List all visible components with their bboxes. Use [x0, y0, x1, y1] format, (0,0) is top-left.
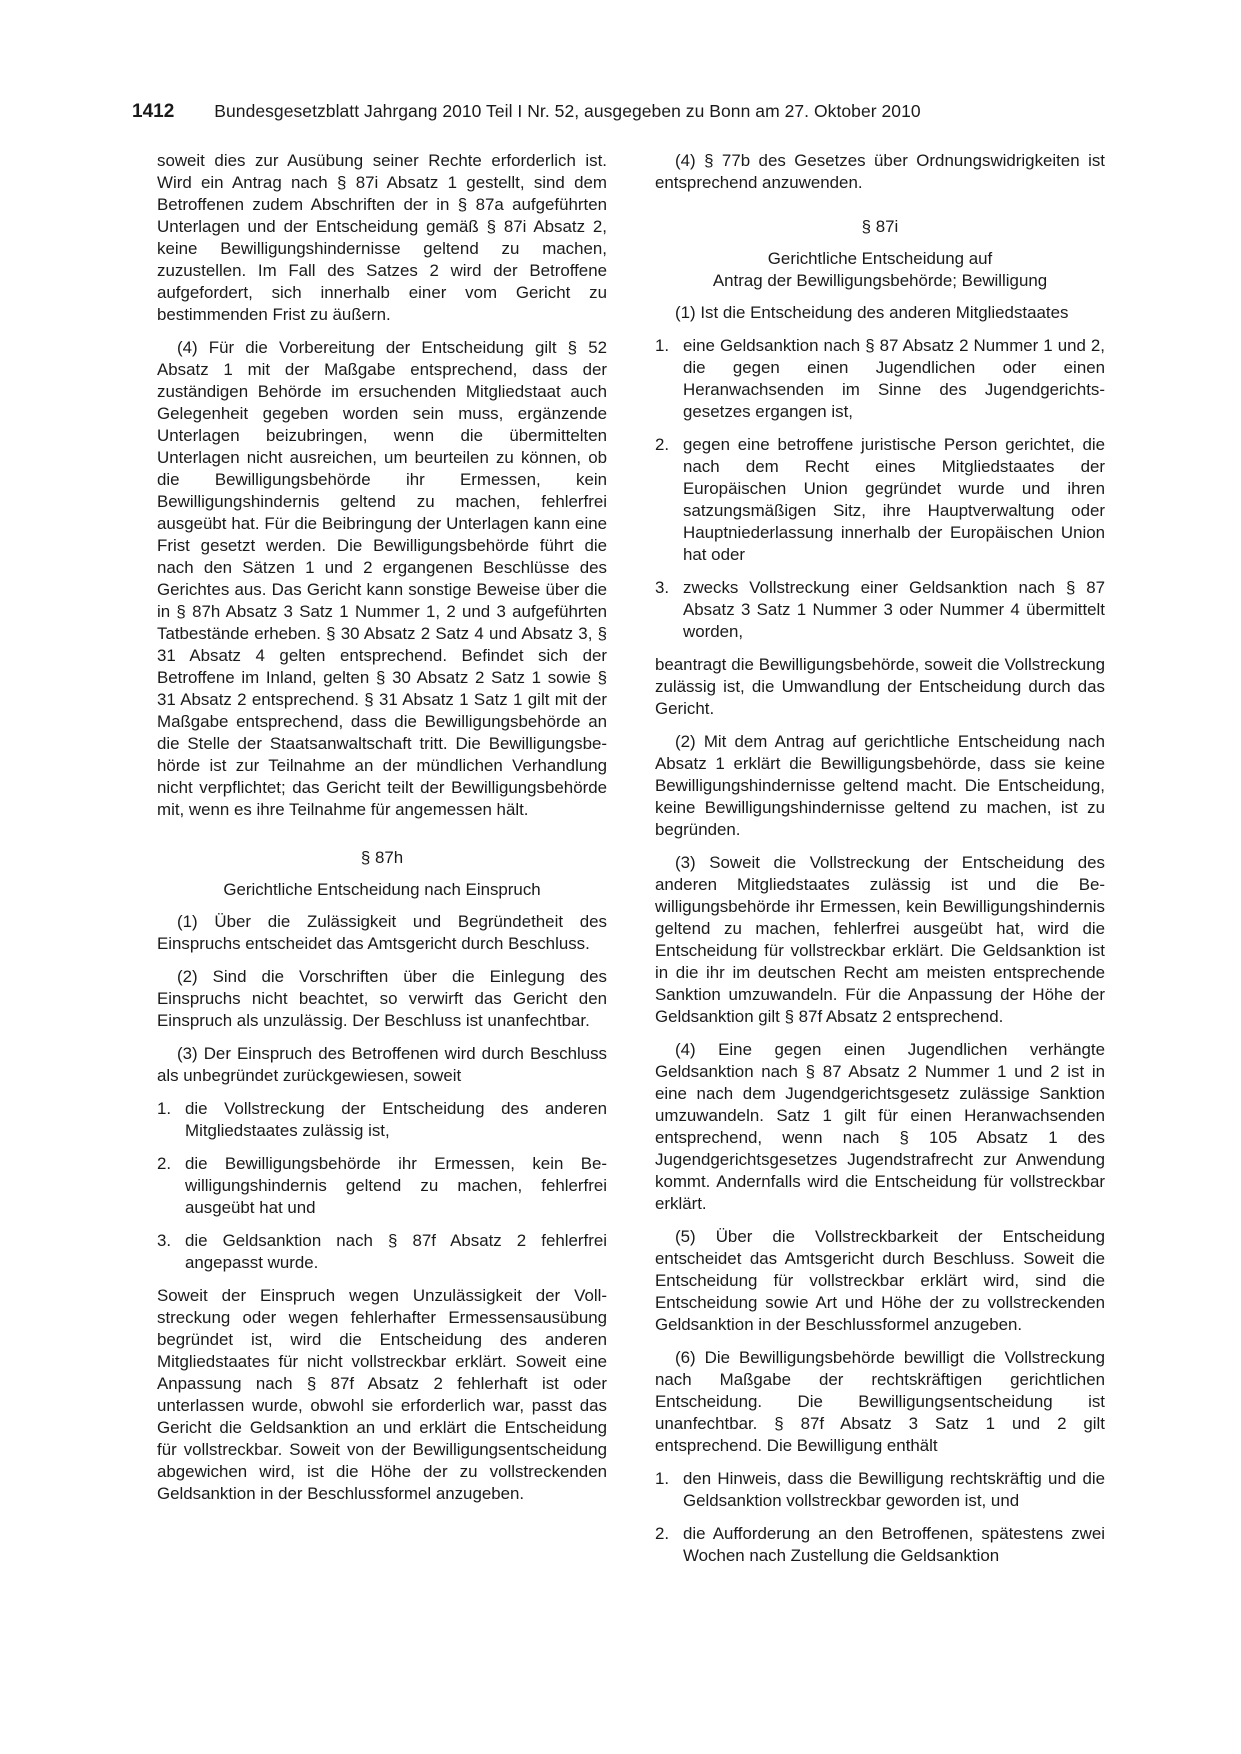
list-item	[655, 577, 1105, 643]
paragraph-87i-5: (5) Über die Vollstreckbarkeit der Entscheidung entscheidet das Amtsgericht durch Beschluss. Soweit die Entscheidung für vollstreckbar erklärt wird, sind die Entscheidung sowie Art und Höhe der zu vollstreckenden Geldsanktion in der Beschlussformel anzugeben.	[655, 1227, 1105, 1334]
section-title-87h: Gerichtliche Entscheidung nach Einspruch	[223, 880, 541, 899]
list-item	[157, 1098, 607, 1142]
list-item	[157, 1230, 607, 1274]
section-number-87i: § 87i	[861, 217, 899, 236]
section-title-line-1: Gerichtliche Entscheidung auf	[767, 249, 993, 268]
list-item	[655, 1523, 1105, 1567]
list-item-text: die Vollstreckung der Entscheidung des anderen Mitgliedstaates zulässig ist,	[185, 1099, 607, 1140]
list-item-text: zwecks Vollstreckung einer Geldsanktion nach § 87 Absatz 3 Satz 1 Nummer 3 oder Nummer 4 übermittelt worden,	[683, 578, 1105, 641]
list-item	[655, 335, 1105, 423]
paragraph-87h-3-conclusion: Soweit der Einspruch wegen Unzulässigkeit der Vollstreckung oder wegen fehlerhafter Ermessensausübung begründet ist, wird die Entscheidung des anderen Mitgliedstaates für nicht vollstreckbar erklärt. Soweit eine Anpassung nach § 87f Absatz 2 fehlerhaft ist oder unterlassen wurde, obwohl sie erforderlich war, passt das Gericht die Geldsanktion an und erklärt die Entscheidung für vollstreckbar. Soweit von der Bewilligungsentscheidung abgewichen wird, ist die Höhe der zu vollstreckenden Geldsanktion in der Beschlussformel anzugeben.	[157, 1286, 607, 1503]
section-title-87i	[655, 248, 1105, 292]
list-item-text: den Hinweis, dass die Bewilligung rechtskräftig und die Geldsanktion vollstreckbar geworden ist, und	[683, 1469, 1105, 1510]
list-item-text: die Geldsanktion nach § 87f Absatz 2 fehlerfrei angepasst wurde.	[185, 1231, 607, 1272]
list-item-text: gegen eine betroffene juristische Person gerichtet, die nach dem Recht eines Mitgliedstaates der Europäischen Union gegründet wurde und ihren satzungsmäßigen Sitz, ihre Hauptverwaltung oder Hauptniederlassung innerhalb der Europäischen Union hat oder	[683, 435, 1105, 564]
paragraph-87h-1: (1) Über die Zulässigkeit und Begründetheit des Einspruchs entscheidet das Amtsgericht durch Beschluss.	[157, 912, 607, 953]
list-item-text: die Bewilligungsbehörde ihr Ermessen, kein Bewilligungshindernis geltend zu machen, fehlerfrei ausgeübt hat und	[185, 1154, 607, 1217]
list-item-number: 2.	[655, 1524, 670, 1543]
page-header	[132, 100, 1114, 123]
list-87h-3	[157, 1098, 607, 1274]
list-87i-6	[655, 1468, 1105, 1567]
list-item-number: 1.	[157, 1099, 172, 1118]
list-item-number: 3.	[157, 1231, 172, 1250]
left-column	[157, 150, 607, 1516]
list-item	[655, 1468, 1105, 1512]
list-item-number: 3.	[655, 578, 670, 597]
list-item-text: eine Geldsanktion nach § 87 Absatz 2 Nummer 1 und 2, die gegen einen Jugendlichen oder einen Heranwachsenden im Sinne des Jugendgerichtsgesetzes ergangen ist,	[683, 336, 1105, 421]
running-header-title: Bundesgesetzblatt Jahrgang 2010 Teil I Nr. 52, ausgegeben zu Bonn am 27. Oktober 2010	[214, 101, 921, 121]
paragraph-87i-2: (2) Mit dem Antrag auf gerichtliche Entscheidung nach Absatz 1 erklärt die Bewilligungsbehörde, dass sie keine Bewilligungshindernisse geltend macht. Die Entscheidung, keine Bewilligungshindernisse geltend zu machen, ist zu begründen.	[655, 732, 1105, 839]
list-item-number: 1.	[655, 1469, 670, 1488]
paragraph-87i-1-conclusion: beantragt die Bewilligungsbehörde, soweit die Vollstreckung zulässig ist, die Umwandlung der Entscheidung durch das Gericht.	[655, 655, 1105, 718]
paragraph-87g-4: (4) Für die Vorbereitung der Entscheidung gilt § 52 Absatz 1 mit der Maßgabe entsprechend, dass der zuständigen Behörde im ersuchenden Mitgliedstaat auch Gelegenheit gegeben worden sein muss, ergänzende Unterlagen beizubringen, wenn die übermittelten Unterlagen nicht ausreichen, um beurteilen zu können, ob die Bewilligungsbehörde ihr Ermessen, kein Bewilligungshindernis geltend zu machen, fehlerfrei ausgeübt hat. Für die Beibringung der Unterlagen kann eine Frist gesetzt werden. Die Bewilligungsbehörde führt die nach den Sätzen 1 und 2 ergangenen Beschlüsse des Gerichtes aus. Das Gericht kann sonstige Beweise über die in § 87h Absatz 3 Satz 1 Nummer 1, 2 und 3 aufgeführten Tatbestände erheben. § 30 Absatz 2 Satz 4 und Absatz 3, § 31 Absatz 4 gelten entsprechend. Befindet sich der Betroffene im Inland, gelten § 30 Absatz 2 Satz 1 sowie § 31 Absatz 2 entsprechend. § 31 Absatz 1 Satz 1 gilt mit der Maßgabe entsprechend, dass die Bewilligungsbehörde an die Stelle der Staatsanwaltschaft tritt. Die Bewilligungsbehörde ist zur Teilnahme an der mündlichen Verhandlung nicht verpflichtet; das Gericht teilt der Bewilligungsbehörde mit, wenn es ihre Teilnahme für angemessen hält.	[157, 338, 607, 819]
list-item	[655, 434, 1105, 566]
list-item	[157, 1153, 607, 1219]
list-item-text: die Aufforderung an den Betroffenen, spätestens zwei Wochen nach Zustellung die Geldsanktion	[683, 1524, 1105, 1565]
list-87i-1	[655, 335, 1105, 643]
page-number: 1412	[132, 101, 175, 122]
paragraph-87h-3: (3) Der Einspruch des Betroffenen wird durch Beschluss als unbegründet zurückgewiesen, soweit	[157, 1044, 607, 1085]
section-title-line-2: Antrag der Bewilligungsbehörde; Bewilligung	[712, 271, 1048, 290]
paragraph-87h-2: (2) Sind die Vorschriften über die Einlegung des Einspruchs nicht beachtet, so verwirft das Gericht den Einspruch als unzulässig. Der Beschluss ist unanfechtbar.	[157, 967, 607, 1030]
paragraph-87i-3: (3) Soweit die Vollstreckung der Entscheidung des anderen Mitgliedstaates zulässig ist und die Bewilligungsbehörde ihr Ermessen, kein Bewilligungshindernis geltend zu machen, fehlerfrei ausgeübt hat, wird die Entscheidung für vollstreckbar erklärt. Die Geldsanktion ist in die ihr im deutschen Recht am meisten entsprechende Sanktion umzuwandeln. Für die Anpassung der Höhe der Geldsanktion gilt § 87f Absatz 2 entsprechend.	[655, 853, 1105, 1026]
paragraph-87i-6: (6) Die Bewilligungsbehörde bewilligt die Vollstreckung nach Maßgabe der rechtskräftigen gerichtlichen Entscheidung. Die Bewilligungsentscheidung ist unanfechtbar. § 87f Absatz 3 Satz 1 und 2 gilt entsprechend. Die Bewilligung enthält	[655, 1348, 1105, 1455]
paragraph-continued: soweit dies zur Ausübung seiner Rechte erforderlich ist. Wird ein Antrag nach § 87i Absatz 1 gestellt, sind dem Betroffenen zudem Abschriften der in § 87a aufgeführten Unterlagen und der Entscheidung gemäß § 87i Absatz 2, keine Bewilligungshindernisse geltend zu machen, zuzustellen. Im Fall des Satzes 2 wird der Betroffene aufgefordert, sich innerhalb einer vom Gericht zu bestimmenden Frist zu äußern.	[157, 151, 607, 324]
section-number-87h: § 87h	[360, 848, 404, 867]
list-item-number: 2.	[157, 1154, 172, 1173]
paragraph-87i-1: (1) Ist die Entscheidung des anderen Mitgliedstaates	[675, 303, 1069, 322]
list-item-number: 1.	[655, 336, 670, 355]
list-item-number: 2.	[655, 435, 670, 454]
paragraph-87h-4: (4) § 77b des Gesetzes über Ordnungswidrigkeiten ist entsprechend anzuwenden.	[655, 151, 1105, 192]
right-column	[655, 150, 1105, 1578]
paragraph-87i-4: (4) Eine gegen einen Jugendlichen verhängte Geldsanktion nach § 87 Absatz 2 Nummer 1 und 2 ist in eine nach dem Jugendgerichtsgesetz zulässige Sanktion umzuwandeln. Satz 1 gilt für einen Heranwachsenden entsprechend, wenn nach § 105 Absatz 1 des Jugendgerichtsgesetzes Jugendstrafrecht zur Anwendung kommt. Andernfalls wird die Entscheidung für vollstreckbar erklärt.	[655, 1040, 1105, 1213]
